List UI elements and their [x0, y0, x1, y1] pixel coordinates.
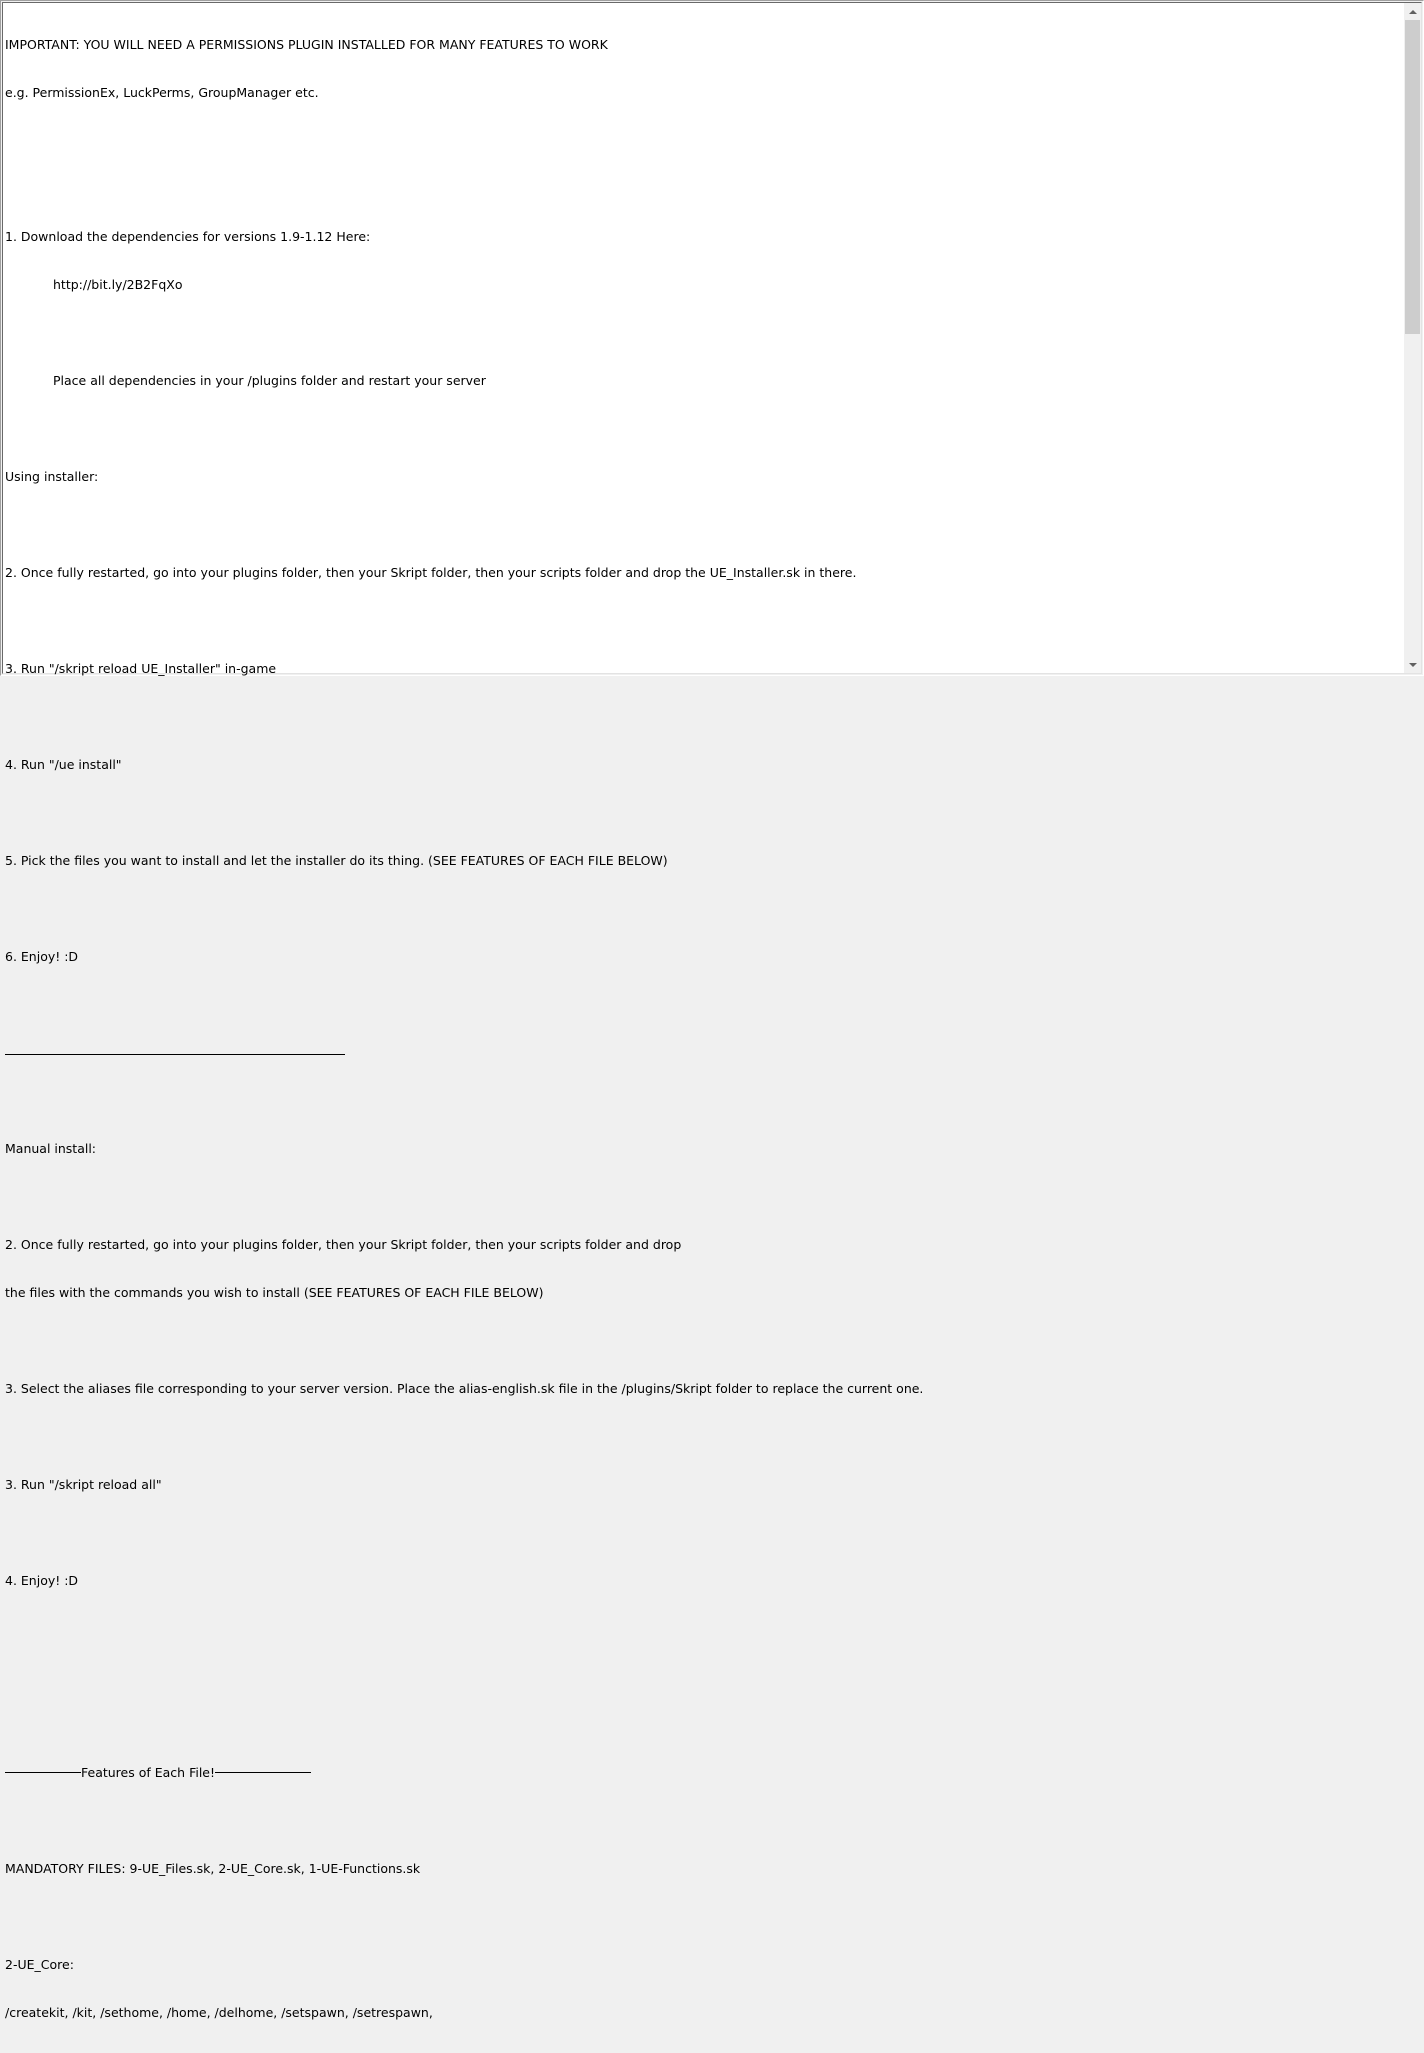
text-line: [5, 805, 923, 821]
heading-rule-left: [5, 1772, 81, 1773]
text-line: [5, 1333, 923, 1349]
scrollbar-thumb[interactable]: [1405, 20, 1420, 334]
text-line: /createkit, /kit, /sethome, /home, /delhome, /setspawn, /setrespawn,: [5, 2005, 433, 2020]
text-line: 5. Pick the files you want to install and let the installer do its thing. (SEE FEATURES OF EACH FILE BELOW): [5, 853, 668, 868]
text-line: [5, 1093, 923, 1109]
text-line: [5, 901, 923, 917]
text-line: MANDATORY FILES: 9-UE_Files.sk, 2-UE_Core.sk, 1-UE-Functions.sk: [5, 1861, 421, 1876]
text-line: [5, 517, 923, 533]
horizontal-rule: [5, 1054, 345, 1055]
text-line: [5, 613, 923, 629]
text-line: [5, 1813, 923, 1829]
text-line: 3. Run "/skript reload UE_Installer" in-game: [5, 661, 277, 676]
text-line: [5, 325, 923, 341]
text-line: [5, 181, 923, 197]
text-content-area[interactable]: [3, 3, 1404, 2020]
text-line: [5, 133, 923, 149]
text-line: 1. Download the dependencies for versions 1.9-1.12 Here:: [5, 229, 371, 244]
text-line: 4. Run "/ue install": [5, 757, 122, 772]
text-line: 6. Enjoy! :D: [5, 949, 79, 964]
scroll-up-button[interactable]: [1404, 3, 1421, 20]
text-line: IMPORTANT: YOU WILL NEED A PERMISSIONS PLUGIN INSTALLED FOR MANY FEATURES TO WORK: [5, 37, 608, 52]
text-line: [5, 709, 923, 725]
vertical-scrollbar[interactable]: [1404, 3, 1421, 673]
text-line: [5, 1717, 923, 1733]
section-heading: Using installer:: [5, 469, 99, 484]
text-line: [5, 1621, 923, 1637]
text-line: [5, 1189, 923, 1205]
text-line: [5, 1909, 923, 1925]
text-line: 4. Enjoy! :D: [5, 1573, 79, 1588]
text-line: 3. Select the aliases file corresponding to your server version. Place the alias-english.sk file in the /plugins/Skript folder to replace the current one.: [5, 1381, 924, 1396]
text-line: e.g. PermissionEx, LuckPerms, GroupManager etc.: [5, 85, 319, 100]
text-line: 2. Once fully restarted, go into your plugins folder, then your Skript folder, then your scripts folder and drop the UE_Installer.sk in there.: [5, 565, 857, 580]
text-line: [5, 1429, 923, 1445]
section-heading: Manual install:: [5, 1141, 97, 1156]
text-line: Place all dependencies in your /plugins folder and restart your server: [53, 373, 486, 388]
dependency-link: http://bit.ly/2B2FqXo: [53, 277, 183, 292]
text-line: [5, 1525, 923, 1541]
scroll-down-arrow-icon: [1409, 663, 1417, 667]
scroll-down-button[interactable]: [1404, 656, 1421, 673]
document-text: [5, 5, 923, 2053]
features-heading-line: [5, 1765, 923, 1781]
heading-rule-right: [215, 1772, 311, 1773]
text-line: [5, 1669, 923, 1685]
text-line: 2-UE_Core:: [5, 1957, 74, 1972]
text-line: the files with the commands you wish to install (SEE FEATURES OF EACH FILE BELOW): [5, 1285, 544, 1300]
text-line: [5, 997, 923, 1013]
text-edit-control[interactable]: [2, 2, 1422, 2020]
text-line: [5, 421, 923, 437]
text-line: 2. Once fully restarted, go into your plugins folder, then your Skript folder, then your scripts folder and drop: [5, 1237, 682, 1252]
scroll-up-arrow-icon: [1409, 10, 1417, 14]
text-line: 3. Run "/skript reload all": [5, 1477, 162, 1492]
horizontal-rule-line: [5, 1045, 923, 1061]
features-heading: Features of Each File!: [81, 1765, 215, 1780]
